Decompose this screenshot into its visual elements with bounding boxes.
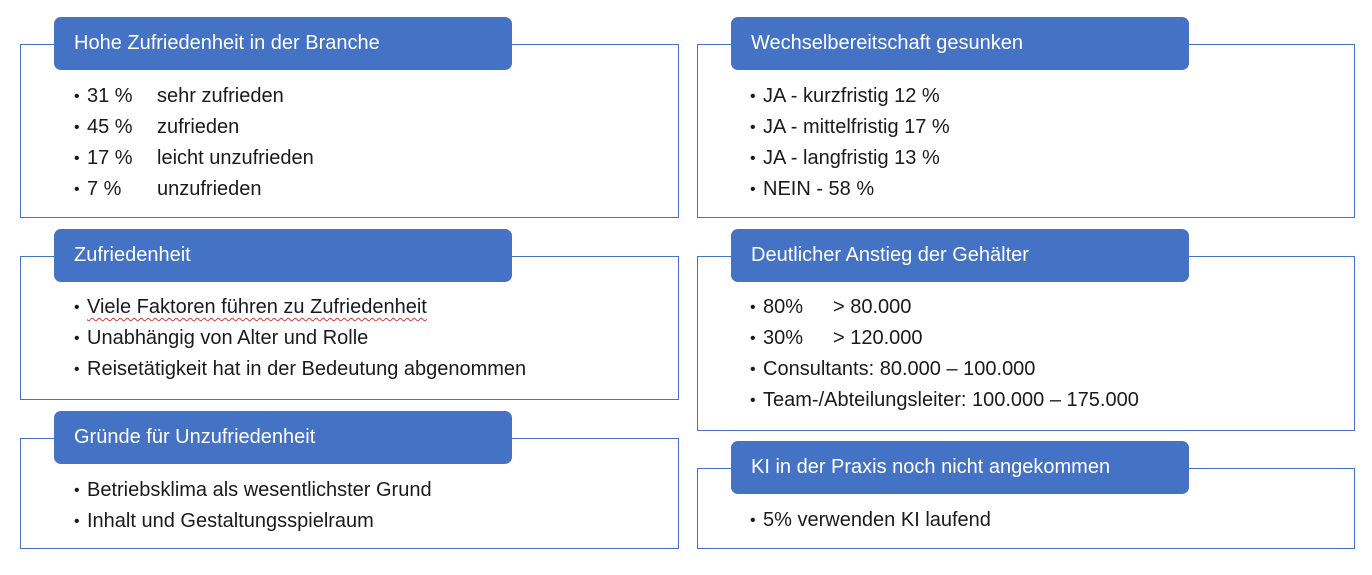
willingness-to-switch-header: Wechselbereitschaft gesunken — [731, 17, 1189, 70]
dissatisfaction-reasons-header: Gründe für Unzufriedenheit — [54, 411, 512, 464]
list-item: • 45 % zufrieden — [74, 112, 314, 143]
willingness-to-switch-list — [750, 81, 950, 205]
list-item: • Betriebsklima als wesentlichster Grund — [74, 475, 432, 506]
bullet-icon: • — [750, 88, 756, 105]
list-item: • Consultants: 80.000 – 100.000 — [750, 354, 1139, 385]
bullet-icon: • — [750, 392, 756, 409]
salary-increase-header: Deutlicher Anstieg der Gehälter — [731, 229, 1189, 282]
bullet-icon: • — [74, 330, 80, 347]
list-item: • NEIN - 58 % — [750, 174, 950, 205]
bullet-icon: • — [74, 181, 80, 198]
list-item: • 30% > 120.000 — [750, 323, 1139, 354]
ai-practice-list — [750, 505, 991, 536]
bullet-icon: • — [750, 150, 756, 167]
list-item: • Team-/Abteilungsleiter: 100.000 – 175.000 — [750, 385, 1139, 416]
bullet-icon: • — [750, 361, 756, 378]
list-item: • Viele Faktoren führen zu Zufriedenheit — [74, 292, 526, 323]
list-item: • 5% verwenden KI laufend — [750, 505, 991, 536]
bullet-icon: • — [74, 119, 80, 136]
bullet-icon: • — [74, 150, 80, 167]
list-item: • Unabhängig von Alter und Rolle — [74, 323, 526, 354]
bullet-icon: • — [750, 181, 756, 198]
bullet-icon: • — [750, 330, 756, 347]
bullet-icon: • — [74, 88, 80, 105]
bullet-icon: • — [74, 482, 80, 499]
list-item: • 17 % leicht unzufrieden — [74, 143, 314, 174]
satisfaction-list — [74, 292, 526, 385]
bullet-icon: • — [750, 119, 756, 136]
list-item: • 7 % unzufrieden — [74, 174, 314, 205]
bullet-icon: • — [74, 299, 80, 316]
satisfaction-header: Zufriedenheit — [54, 229, 512, 282]
bullet-icon: • — [74, 361, 80, 378]
bullet-icon: • — [74, 513, 80, 530]
dissatisfaction-reasons-list — [74, 475, 432, 537]
salary-increase-list — [750, 292, 1139, 416]
satisfaction-industry-list — [74, 81, 314, 205]
satisfaction-industry-header: Hohe Zufriedenheit in der Branche — [54, 17, 512, 70]
ai-practice-header: KI in der Praxis noch nicht angekommen — [731, 441, 1189, 494]
list-item: • 31 % sehr zufrieden — [74, 81, 314, 112]
list-item: • JA - langfristig 13 % — [750, 143, 950, 174]
list-item: • Reisetätigkeit hat in der Bedeutung abgenommen — [74, 354, 526, 385]
bullet-icon: • — [750, 299, 756, 316]
list-item: • Inhalt und Gestaltungsspielraum — [74, 506, 432, 537]
bullet-icon: • — [750, 512, 756, 529]
list-item: • JA - kurzfristig 12 % — [750, 81, 950, 112]
list-item: • JA - mittelfristig 17 % — [750, 112, 950, 143]
list-item: • 80% > 80.000 — [750, 292, 1139, 323]
